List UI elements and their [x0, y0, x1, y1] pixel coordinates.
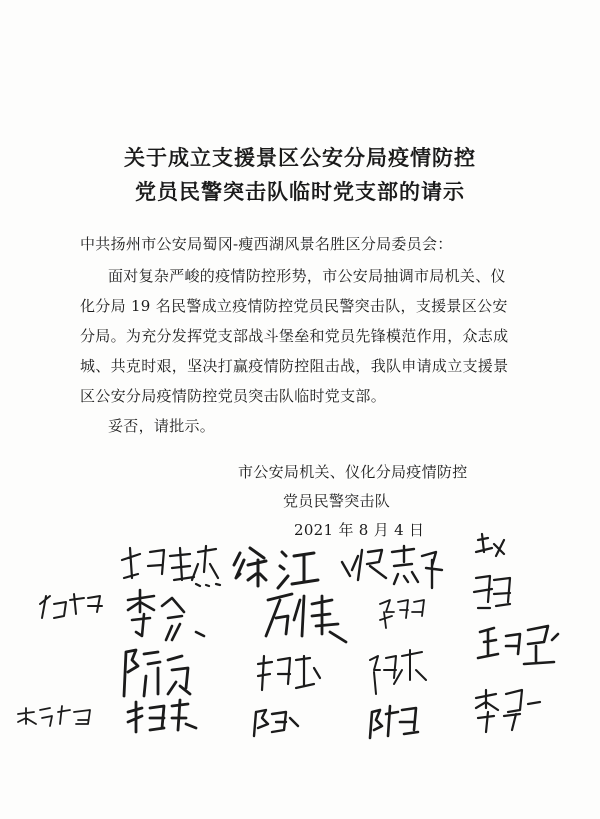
signature-11 [258, 656, 320, 690]
signature-12 [370, 650, 426, 694]
document-title-line-2: 党员民警突击队临时党支部的请示 [135, 180, 465, 204]
closing-request: 妥否，请批示。 [108, 417, 216, 435]
document-title-line-1: 关于成立支援景区公安分局疫情防控 [124, 146, 476, 170]
body-line-3: 分局。为充分发挥党支部战斗堡垒和党员先锋模范作用，众志成 [80, 327, 509, 345]
signature-1 [122, 546, 220, 586]
signature-8 [380, 600, 424, 628]
addressee: 中共扬州市公安局蜀冈-瘦西湖风景名胜区分局委员会： [80, 235, 453, 253]
body-line-1: 面对复杂严峻的疫情防控形势，市公安局抽调市局机关、仪 [108, 267, 506, 285]
signature-org-line-1: 市公安局机关、仪化分局疫情防控 [238, 463, 468, 481]
body-line-5: 区公安分局疫情防控党员突击队临时党支部。 [80, 387, 387, 405]
signature-4 [474, 534, 510, 608]
handwritten-signatures [0, 530, 600, 819]
signature-3 [342, 546, 442, 588]
signature-15 [128, 700, 196, 732]
signature-5 [40, 594, 102, 618]
signature-16 [254, 710, 298, 736]
signature-6 [128, 590, 204, 640]
signature-org-line-2: 党员民警突击队 [283, 492, 391, 510]
body-line-4: 城、共克时艰，坚决打赢疫情防控阻击战，我队申请成立支援景 [80, 357, 509, 375]
signature-9 [478, 626, 558, 664]
body-line-2: 化分局 19 名民警成立疫情防控党员民警突击队，支援景区公安 [80, 297, 508, 315]
signature-13 [476, 690, 540, 732]
signature-7 [266, 594, 346, 642]
signature-14 [18, 706, 90, 726]
signature-2 [234, 548, 318, 588]
signature-17 [370, 706, 418, 738]
document-date: 2021 年 8 月 4 日 [294, 521, 425, 539]
signature-10 [124, 650, 190, 696]
